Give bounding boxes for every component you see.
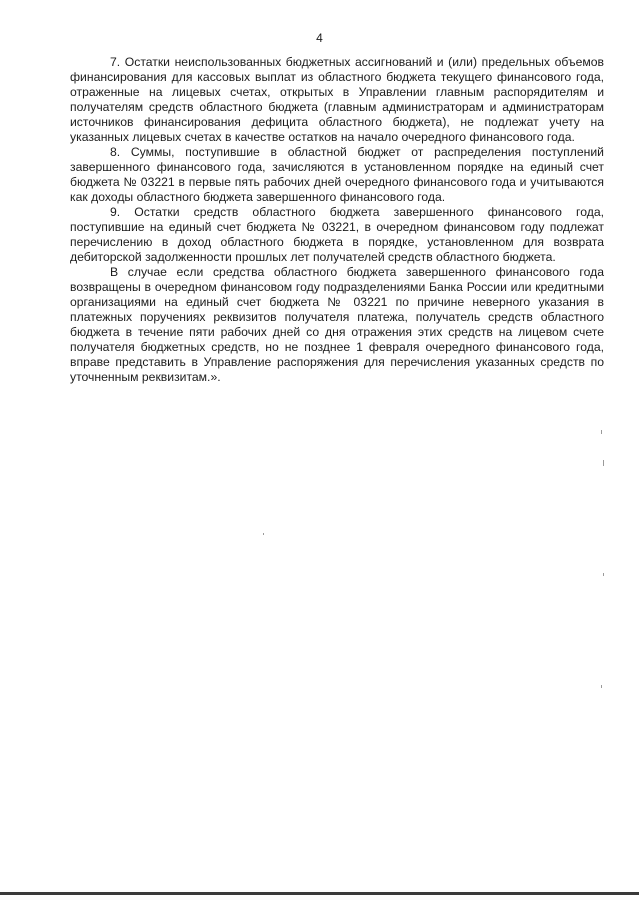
paragraph-8: 8. Суммы, поступившие в областной бюджет от распределения поступлений завершенного финансового года, зачисляются в установленном порядке на единый счет бюджета № 03221 в первые пять рабочих дней очередного финансового года и учитываются как доходы областного бюджета завершенного финансового года. — [70, 145, 604, 204]
page-number: 4 — [316, 31, 323, 45]
scan-edge-line — [0, 892, 639, 895]
paragraph-return-funds: В случае если средства областного бюджета завершенного финансового года возвращены в очередном финансовом году подразделениями Банка России или кредитными организациями на единый счет бюджета № 03221 по причине неверного указания в платежных поручениях реквизитов получателя платежа, получатель средств областного бюджета в течение пяти рабочих дней со дня отражения этих средств на лицевом счете получателя бюджетных средств, но не позднее 1 февраля очередного финансового года, вправе представить в Управление распоряжения для перечисления указанных средств по уточненным реквизитам.». — [70, 265, 604, 384]
paragraph-7: 7. Остатки неиспользованных бюджетных ассигнований и (или) предельных объемов финансирования для кассовых выплат из областного бюджета текущего финансового года, отраженные на лицевых счетах, открытых в Управлении главным распорядителям и получателям средств областного бюджета (главным администраторам и администраторам источников финансирования дефицита областного бюджета), не подлежат учету на указанных лицевых счетах в качестве остатков на начало очередного финансового года. — [70, 55, 604, 144]
scan-speck — [603, 573, 604, 576]
scan-speck — [263, 533, 264, 535]
scan-speck — [601, 685, 602, 688]
document-body — [70, 55, 604, 385]
scan-speck — [603, 460, 604, 466]
scan-speck — [601, 430, 602, 434]
paragraph-9: 9. Остатки средств областного бюджета завершенного финансового года, поступившие на единый счет бюджета № 03221, в очередном финансовом году подлежат перечислению в доход областного бюджета в порядке, установленном для возврата дебиторской задолженности прошлых лет получателей средств областного бюджета. — [70, 205, 604, 264]
